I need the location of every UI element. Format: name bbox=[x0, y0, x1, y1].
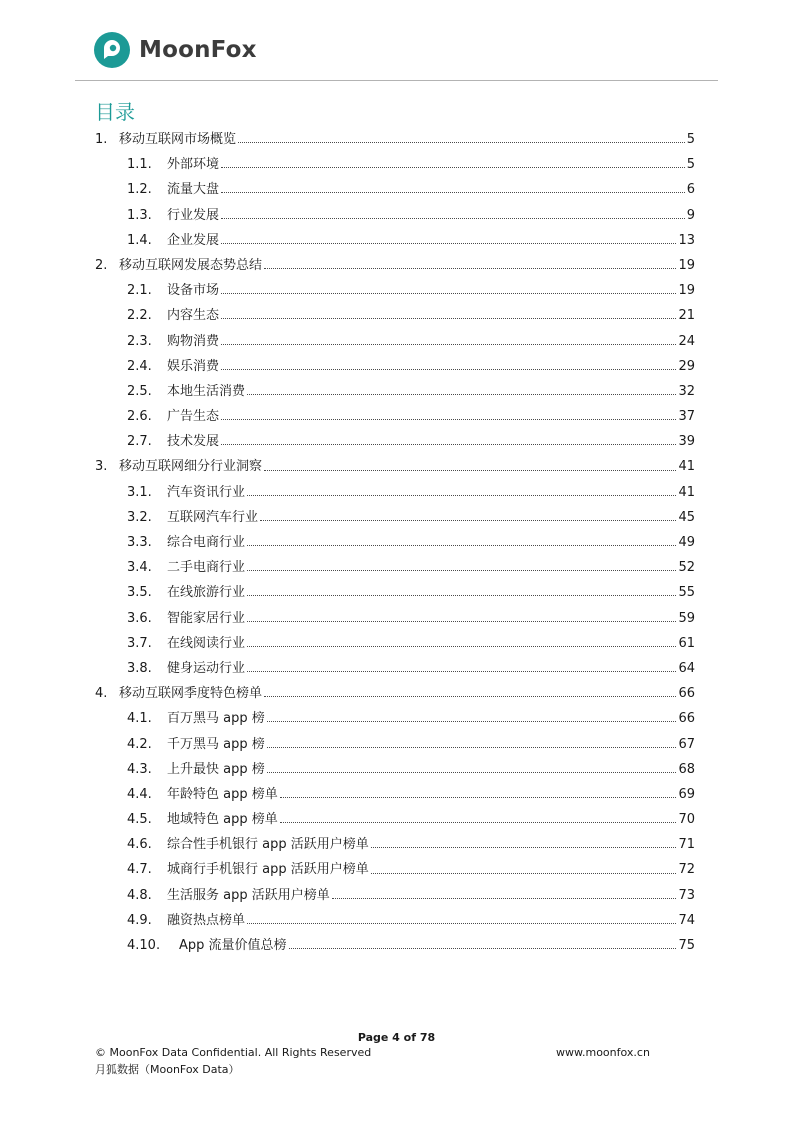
toc-entry-page: 13 bbox=[678, 232, 695, 248]
toc-entry[interactable] bbox=[95, 933, 695, 958]
toc-entry-page: 52 bbox=[678, 560, 695, 576]
toc-entry-number: 4.2. bbox=[127, 736, 152, 752]
toc-entry-number: 3. bbox=[95, 459, 108, 475]
toc-entry-title: 融资热点榜单 bbox=[167, 912, 246, 928]
toc-entry[interactable] bbox=[95, 706, 695, 731]
toc-entry-page: 72 bbox=[678, 862, 695, 878]
page-number: Page 4 of 78 bbox=[357, 1031, 436, 1044]
toc-entry-page: 71 bbox=[678, 837, 695, 853]
toc-dot-leader bbox=[247, 646, 676, 647]
toc-entry-page: 66 bbox=[678, 686, 695, 702]
toc-entry-page: 74 bbox=[678, 912, 695, 928]
toc-entry-title: 互联网汽车行业 bbox=[167, 509, 259, 525]
toc-entry-page: 24 bbox=[678, 333, 695, 349]
toc-entry[interactable] bbox=[95, 857, 695, 882]
toc-entry-title: App 流量价值总榜 bbox=[179, 938, 287, 953]
toc-dot-leader bbox=[371, 873, 677, 874]
toc-entry-number: 1.3. bbox=[127, 207, 152, 223]
toc-entry-page: 41 bbox=[678, 459, 695, 475]
toc-entry-title: 移动互联网季度特色榜单 bbox=[119, 686, 263, 702]
toc-dot-leader bbox=[247, 671, 676, 672]
toc-entry-title: 上升最快 app 榜 bbox=[167, 761, 265, 777]
brand-logo bbox=[93, 31, 257, 69]
toc-entry-title: 购物消费 bbox=[167, 333, 220, 349]
toc-entry-title: 生活服务 app 活跃用户榜单 bbox=[167, 887, 330, 903]
toc-dot-leader bbox=[247, 570, 676, 571]
toc-entry[interactable] bbox=[95, 505, 695, 530]
toc-entry-title: 移动互联网细分行业洞察 bbox=[119, 459, 263, 475]
copyright-notice: © MoonFox Data Confidential. All Rights Reserved bbox=[95, 1046, 372, 1059]
toc-entry-number: 4.8. bbox=[127, 887, 152, 903]
toc-entry[interactable] bbox=[95, 152, 695, 177]
toc-entry-number: 1.2. bbox=[127, 182, 152, 198]
toc-entry-number: 1. bbox=[95, 132, 108, 147]
toc-entry-page: 41 bbox=[678, 484, 695, 500]
toc-dot-leader bbox=[247, 394, 676, 395]
toc-entry-title: 城商行手机银行 app 活跃用户榜单 bbox=[167, 862, 369, 878]
toc-dot-leader bbox=[247, 621, 676, 622]
toc-dot-leader bbox=[221, 293, 676, 294]
toc-entry[interactable] bbox=[95, 454, 695, 479]
toc-entry-number: 4.1. bbox=[127, 711, 152, 727]
toc-entry-page: 37 bbox=[678, 409, 695, 425]
toc-entry-number: 3.7. bbox=[127, 635, 152, 651]
toc-dot-leader bbox=[264, 470, 676, 471]
toc-entry-number: 2.2. bbox=[127, 308, 152, 324]
toc-entry-page: 73 bbox=[678, 887, 695, 903]
toc-entry-number: 3.5. bbox=[127, 585, 152, 601]
toc-entry[interactable] bbox=[95, 832, 695, 857]
toc-entry-page: 61 bbox=[678, 635, 695, 651]
toc-entry-number: 2.3. bbox=[127, 333, 152, 349]
toc-entry[interactable] bbox=[95, 656, 695, 681]
toc-entry[interactable] bbox=[95, 354, 695, 379]
toc-dot-leader bbox=[221, 167, 685, 168]
toc-entry-page: 45 bbox=[678, 509, 695, 525]
toc-entry-page: 75 bbox=[678, 938, 695, 953]
toc-entry-number: 4.10. bbox=[127, 938, 161, 953]
toc-dot-leader bbox=[238, 142, 685, 143]
toc-entry[interactable] bbox=[95, 278, 695, 303]
toc-entry-title: 地域特色 app 榜单 bbox=[167, 812, 278, 828]
toc-entry[interactable] bbox=[95, 480, 695, 505]
toc-entry-title: 行业发展 bbox=[167, 207, 220, 223]
toc-dot-leader bbox=[221, 192, 685, 193]
toc-entry-number: 2.1. bbox=[127, 283, 152, 299]
toc-entry-number: 4.3. bbox=[127, 761, 152, 777]
page-header bbox=[0, 0, 793, 82]
toc-entry-number: 3.6. bbox=[127, 610, 152, 626]
toc-entry-page: 59 bbox=[678, 610, 695, 626]
toc-entry-number: 3.1. bbox=[127, 484, 152, 500]
toc-entry-title: 百万黑马 app 榜 bbox=[167, 711, 265, 727]
toc-dot-leader bbox=[221, 344, 676, 345]
toc-dot-leader bbox=[247, 545, 676, 546]
toc-dot-leader bbox=[221, 243, 676, 244]
toc-dot-leader bbox=[247, 923, 676, 924]
toc-entry-page: 6 bbox=[686, 182, 695, 198]
toc-entry-page: 66 bbox=[678, 711, 695, 727]
toc-entry[interactable] bbox=[95, 404, 695, 429]
toc-entry-page: 19 bbox=[678, 257, 695, 273]
toc-entry[interactable] bbox=[95, 782, 695, 807]
toc-dot-leader bbox=[221, 369, 676, 370]
toc-entry-number: 3.4. bbox=[127, 560, 152, 576]
toc-entry-number: 3.2. bbox=[127, 509, 152, 525]
toc-entry-title: 广告生态 bbox=[167, 409, 220, 425]
toc-entry-title: 流量大盘 bbox=[167, 182, 220, 198]
toc-dot-leader bbox=[264, 696, 676, 697]
toc-entry-number: 2.4. bbox=[127, 358, 152, 374]
toc-entry[interactable] bbox=[95, 530, 695, 555]
toc-dot-leader bbox=[221, 419, 676, 420]
toc-entry-title: 年龄特色 app 榜单 bbox=[167, 786, 278, 802]
toc-entry-title: 本地生活消费 bbox=[167, 383, 246, 399]
toc-entry-title: 内容生态 bbox=[167, 308, 220, 324]
toc-entry-title: 设备市场 bbox=[167, 283, 220, 299]
toc-entry[interactable] bbox=[95, 127, 695, 152]
toc-dot-leader bbox=[221, 318, 676, 319]
toc-dot-leader bbox=[280, 822, 677, 823]
toc-entry[interactable] bbox=[95, 732, 695, 757]
toc-entry-page: 21 bbox=[678, 308, 695, 324]
toc-entry-number: 4.6. bbox=[127, 837, 152, 853]
toc-entry-page: 5 bbox=[686, 132, 695, 147]
toc-entry[interactable] bbox=[95, 303, 695, 328]
toc-entry-title: 健身运动行业 bbox=[167, 660, 246, 676]
toc-entry-number: 2.5. bbox=[127, 383, 152, 399]
toc-entry-title: 企业发展 bbox=[167, 232, 220, 248]
toc-dot-leader bbox=[260, 520, 676, 521]
toc-entry[interactable] bbox=[95, 253, 695, 278]
toc-entry-page: 39 bbox=[678, 434, 695, 450]
toc-dot-leader bbox=[247, 595, 676, 596]
header-divider bbox=[75, 80, 718, 81]
toc-entry-number: 4.4. bbox=[127, 786, 152, 802]
toc-entry-title: 汽车资讯行业 bbox=[167, 484, 246, 500]
toc-entry[interactable] bbox=[95, 379, 695, 404]
toc-entry[interactable] bbox=[95, 883, 695, 908]
toc-entry-number: 4.7. bbox=[127, 862, 152, 878]
toc-entry-page: 68 bbox=[678, 761, 695, 777]
toc-entry[interactable] bbox=[95, 606, 695, 631]
toc-entry-number: 1.4. bbox=[127, 232, 152, 248]
toc-entry-title: 综合性手机银行 app 活跃用户榜单 bbox=[167, 837, 369, 853]
toc-dot-leader bbox=[221, 218, 685, 219]
toc-entry[interactable] bbox=[95, 228, 695, 253]
toc-entry-page: 67 bbox=[678, 736, 695, 752]
toc-dot-leader bbox=[267, 772, 677, 773]
toc-dot-leader bbox=[289, 948, 677, 949]
toc-entry-page: 9 bbox=[686, 207, 695, 223]
moonfox-logo-icon bbox=[93, 31, 131, 69]
toc-entry-title: 在线阅读行业 bbox=[167, 635, 246, 651]
toc-dot-leader bbox=[267, 721, 677, 722]
toc-entry[interactable] bbox=[95, 177, 695, 202]
toc-dot-leader bbox=[267, 747, 677, 748]
toc-dot-leader bbox=[332, 898, 677, 899]
toc-entry-title: 技术发展 bbox=[167, 434, 220, 450]
toc-entry[interactable] bbox=[95, 757, 695, 782]
toc-entry-number: 3.8. bbox=[127, 660, 152, 676]
toc-entry-title: 在线旅游行业 bbox=[167, 585, 246, 601]
brand-name: MoonFox bbox=[139, 37, 257, 63]
toc-entry-number: 1.1. bbox=[127, 157, 152, 173]
toc-entry-number: 3.3. bbox=[127, 535, 152, 550]
toc-entry-title: 外部环境 bbox=[167, 157, 220, 173]
toc-dot-leader bbox=[247, 495, 676, 496]
toc-entry-number: 4. bbox=[95, 686, 108, 702]
toc-entry-title: 娱乐消费 bbox=[167, 358, 220, 374]
toc-entry-title: 综合电商行业 bbox=[167, 535, 246, 550]
toc-entry-title: 千万黑马 app 榜 bbox=[167, 736, 265, 752]
toc-entry-page: 70 bbox=[678, 812, 695, 828]
toc-dot-leader bbox=[264, 268, 676, 269]
toc-entry[interactable] bbox=[95, 908, 695, 933]
toc-entry-page: 69 bbox=[678, 786, 695, 802]
toc-entry-title: 移动互联网市场概览 bbox=[119, 132, 237, 147]
toc-entry-number: 2.7. bbox=[127, 434, 152, 450]
toc-entry-page: 5 bbox=[686, 157, 695, 173]
toc-entry-title: 智能家居行业 bbox=[167, 610, 246, 626]
toc-dot-leader bbox=[221, 444, 676, 445]
toc-entry[interactable] bbox=[95, 203, 695, 228]
toc-entry[interactable] bbox=[95, 681, 695, 706]
toc-entry-number: 2. bbox=[95, 257, 108, 273]
toc-entry-page: 55 bbox=[678, 585, 695, 601]
toc-entry-page: 32 bbox=[678, 383, 695, 399]
toc-entry[interactable] bbox=[95, 555, 695, 580]
toc-heading: 目录 bbox=[95, 100, 135, 124]
table-of-contents bbox=[95, 127, 695, 958]
toc-entry-number: 4.9. bbox=[127, 912, 152, 928]
toc-entry[interactable] bbox=[95, 429, 695, 454]
toc-entry[interactable] bbox=[95, 631, 695, 656]
toc-entry-page: 64 bbox=[678, 660, 695, 676]
toc-dot-leader bbox=[371, 847, 677, 848]
company-name-cn: 月狐数据（MoonFox Data） bbox=[95, 1063, 240, 1076]
toc-dot-leader bbox=[280, 797, 677, 798]
toc-entry[interactable] bbox=[95, 580, 695, 605]
toc-entry-page: 19 bbox=[678, 283, 695, 299]
toc-entry-title: 二手电商行业 bbox=[167, 560, 246, 576]
toc-entry-page: 49 bbox=[678, 535, 695, 550]
toc-entry-number: 2.6. bbox=[127, 409, 152, 425]
website-link[interactable]: www.moonfox.cn bbox=[556, 1046, 650, 1059]
toc-entry[interactable] bbox=[95, 329, 695, 354]
toc-entry-title: 移动互联网发展态势总结 bbox=[119, 257, 263, 273]
toc-entry[interactable] bbox=[95, 807, 695, 832]
toc-entry-page: 29 bbox=[678, 358, 695, 374]
toc-entry-number: 4.5. bbox=[127, 812, 152, 828]
